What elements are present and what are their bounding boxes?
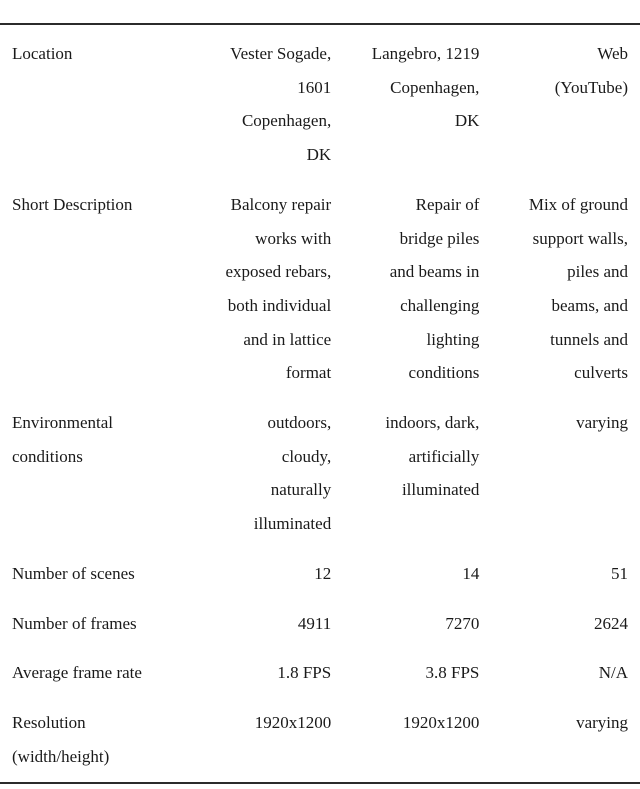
row-label: Number of scenes — [12, 563, 135, 583]
cell-dataset-1: Balcony repair works with exposed rebars, both individual and in lattice format — [225, 194, 332, 383]
row-label: Location — [12, 44, 73, 63]
cell-dataset-3: Web (YouTube) — [554, 44, 628, 97]
cell-dataset-3: 51 — [611, 563, 628, 583]
cell-dataset-1: 4911 — [297, 613, 332, 633]
cell-dataset-2: Repair of bridge piles and beams in challenging lighting conditions — [389, 194, 480, 383]
cell-dataset-2: 7270 — [445, 613, 480, 633]
dataset-comparison-table — [0, 25, 640, 789]
cell-dataset-3: Mix of ground support walls, piles and beams, and tunnels and culverts — [528, 194, 628, 383]
table-row-location — [0, 25, 640, 188]
cell-dataset-1: outdoors, cloudy, naturally illuminated — [253, 413, 332, 534]
cell-dataset-2: 14 — [462, 563, 480, 583]
table-row-number-of-frames — [0, 607, 640, 657]
row-label: Environmental conditions — [12, 413, 114, 466]
row-label: Average frame rate — [12, 663, 142, 683]
cell-dataset-2: Langebro, 1219 Copenhagen, DK — [371, 44, 480, 131]
table-row-short-description — [0, 188, 640, 406]
table-row-average-frame-rate — [0, 656, 640, 706]
row-label: Short Description — [12, 194, 133, 214]
cell-dataset-3: N/A — [598, 663, 628, 683]
cell-dataset-3: varying — [576, 712, 628, 732]
cell-dataset-1: 12 — [314, 563, 332, 583]
table-row-resolution — [0, 706, 640, 789]
cell-dataset-1: Vester Sogade, 1601 Copenhagen, DK — [230, 44, 332, 165]
table-row-environmental-conditions — [0, 406, 640, 557]
cell-dataset-2: indoors, dark, artificially illuminated — [385, 413, 480, 500]
cell-dataset-2: 3.8 FPS — [425, 663, 480, 683]
cell-dataset-3: varying — [576, 413, 628, 433]
table-row-number-of-scenes — [0, 557, 640, 607]
table-bottom-rule — [0, 782, 640, 784]
cell-dataset-2: 1920x1200 — [402, 712, 480, 732]
row-label: Resolution (width/height) — [12, 712, 110, 766]
cell-dataset-1: 1.8 FPS — [277, 663, 332, 683]
cell-dataset-1: 1920x1200 — [254, 712, 332, 732]
cell-dataset-3: 2624 — [594, 613, 628, 633]
row-label: Number of frames — [12, 613, 137, 633]
